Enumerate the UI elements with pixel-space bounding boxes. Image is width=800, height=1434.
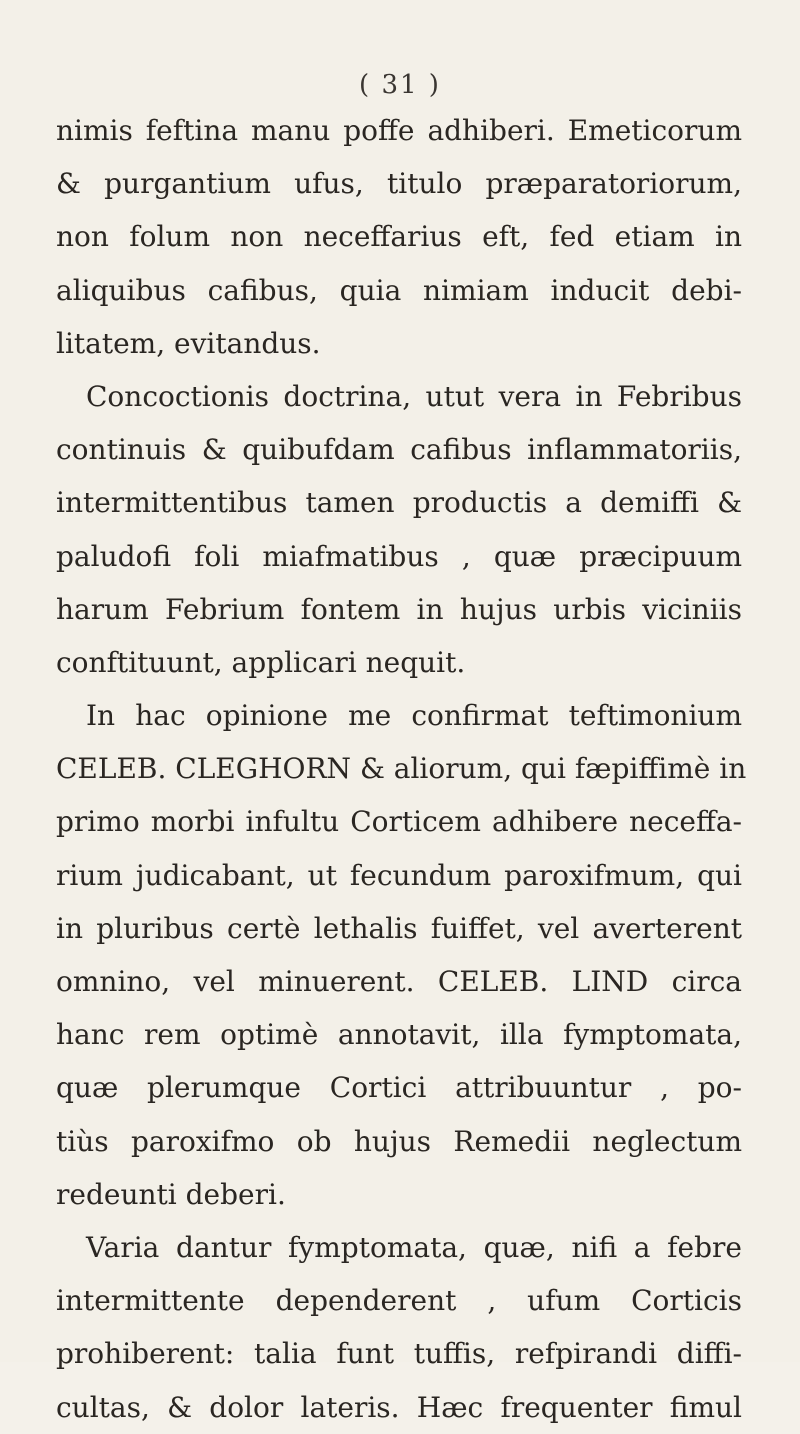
text-line: continuis & quibufdam cafibus inflammatoriis, — [56, 433, 742, 467]
text-line: redeunti deberi. — [56, 1177, 286, 1211]
text-line: non folum non neceffarius eft, fed etiam in — [56, 220, 742, 254]
text-line: in pluribus certè lethalis fuiffet, vel averterent — [56, 911, 742, 945]
text-line: nimis feftina manu poffe adhiberi. Emeticorum — [56, 114, 742, 147]
body-text — [56, 104, 747, 1434]
text-line: cultas, & dolor lateris. Hæc frequenter fimul — [56, 1390, 742, 1424]
text-line: Varia dantur fymptomata, quæ, nifi a febre — [86, 1230, 742, 1264]
page-number: ( 31 ) — [359, 70, 441, 100]
text-line: primo morbi infultu Corticem adhibere neceffa- — [56, 805, 742, 839]
text-line: hanc rem optimè annotavit, illa fymptomata, — [56, 1018, 742, 1052]
text-line: harum Febrium fontem in hujus urbis viciniis — [56, 592, 742, 626]
text-line: aliquibus cafibus, quia nimiam inducit debi- — [56, 273, 742, 307]
text-line: rium judicabant, ut fecundum paroxifmum, qui — [56, 858, 742, 892]
text-line: prohiberent: talia funt tuffis, refpirandi diffi- — [56, 1337, 742, 1371]
text-line: Concoctionis doctrina, utut vera in Febribus — [86, 379, 742, 413]
text-line: omnino, vel minuerent. CELEB. LIND circa — [56, 965, 742, 998]
text-line: CELEB. CLEGHORN & aliorum, qui fæpiffimè in — [56, 752, 747, 786]
text-line: paludofi foli miafmatibus , quæ præcipuum — [56, 539, 742, 573]
text-line: quæ plerumque Cortici attribuuntur , po- — [56, 1071, 742, 1105]
text-line: intermittentibus tamen productis a demiffi & — [56, 486, 742, 520]
text-line: litatem, evitandus. — [56, 326, 321, 360]
text-line: tiùs paroxifmo ob hujus Remedii neglectum — [56, 1124, 742, 1158]
text-line: In hac opinione me confirmat teftimonium — [86, 699, 742, 733]
text-line: conftituunt, applicari nequit. — [56, 645, 466, 679]
text-line: intermittente dependerent , ufum Corticis — [56, 1284, 742, 1318]
text-line: & purgantium ufus, titulo præparatoriorum, — [56, 167, 742, 201]
